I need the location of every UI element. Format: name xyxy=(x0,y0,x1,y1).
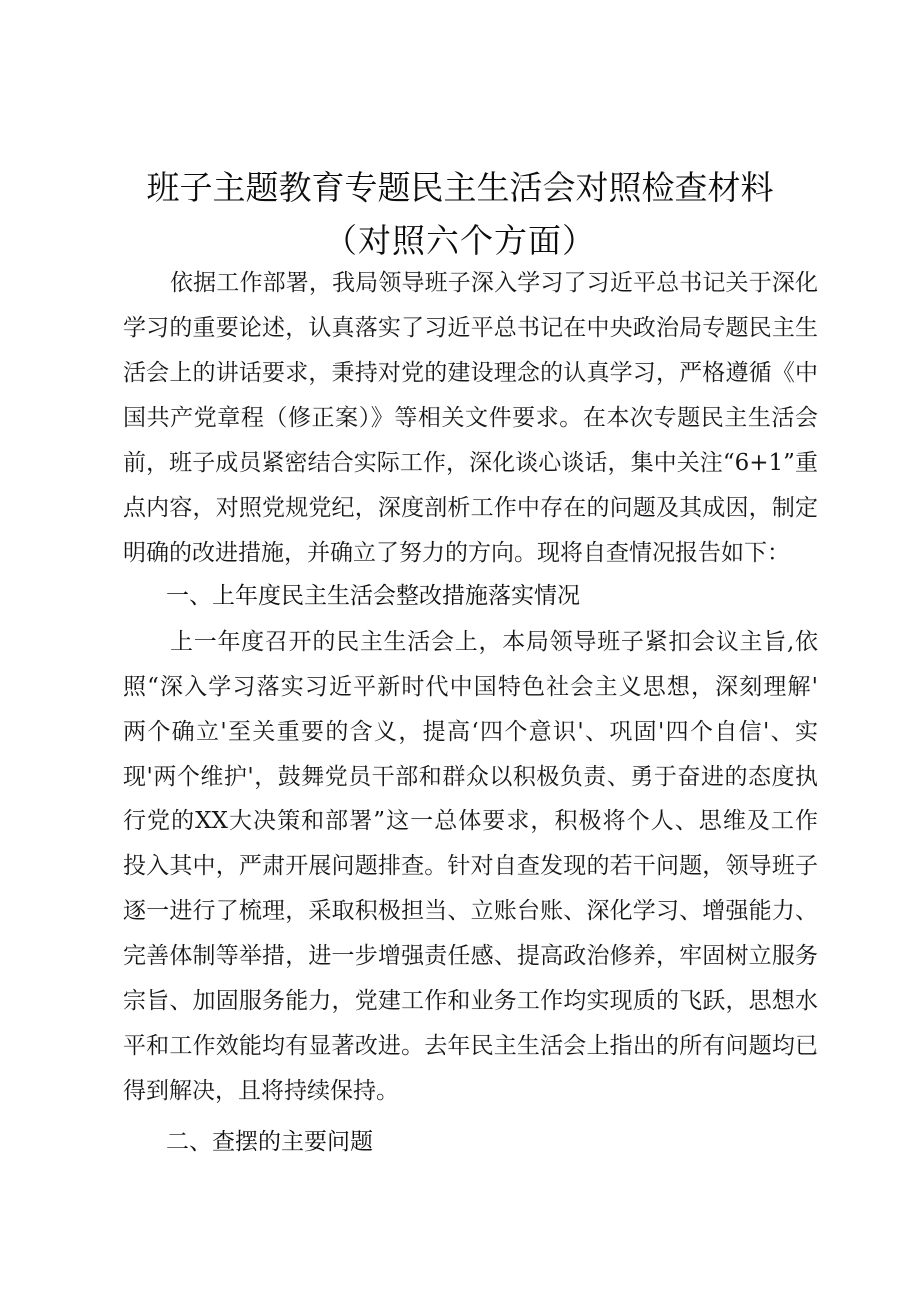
paragraph-line: 依据工作部署，我局领导班子深入学习了习近平总书记关于深化 xyxy=(170,270,818,296)
paragraph-line: 学习的重要论述，认真落实了习近平总书记在中央政治局专题民主生 xyxy=(123,315,818,341)
paragraph-line: 完善体制等举措，进一步增强责任感、提高政治修养，牢固树立服务 xyxy=(123,943,818,969)
paragraph-line: 平和工作效能均有显著改进。去年民主生活会上指出的所有问题均已 xyxy=(123,1033,818,1059)
paragraph-line: 上一年度召开的民主生活会上，本局领导班子紧扣会议主旨,依 xyxy=(170,629,818,655)
section-heading-1: 一、上年度民主生活会整改措施落实情况 xyxy=(166,583,580,609)
paragraph-line: 国共产党章程（修正案）》等相关文件要求。在本次专题民主生活会 xyxy=(123,405,818,431)
paragraph-line: 行党的XX大决策和部署”这一总体要求，积极将个人、思维及工作 xyxy=(123,808,818,834)
paragraph-line: 照“深入学习落实习近平新时代中国特色社会主义思想，深刻理解' xyxy=(123,674,818,700)
document-title: 班子主题教育专题民主生活会对照检查材料 xyxy=(146,168,774,207)
document-subtitle: （对照六个方面） xyxy=(324,221,596,260)
paragraph-line: 逐一进行了梳理，采取积极担当、立账台账、深化学习、增强能力、 xyxy=(123,898,818,924)
paragraph-line: 投入其中，严肃开展问题排查。针对自查发现的若干问题，领导班子 xyxy=(123,853,818,879)
paragraph-line: 得到解决，且将持续保持。 xyxy=(123,1078,399,1104)
paragraph-line: 活会上的讲话要求，秉持对党的建设理念的认真学习，严格遵循《中 xyxy=(123,360,818,386)
paragraph-line: 点内容，对照党规党纪，深度剖析工作中存在的问题及其成因，制定 xyxy=(123,495,818,521)
paragraph-line: 明确的改进措施，并确立了努力的方向。现将自查情况报告如下： xyxy=(123,540,790,566)
paragraph-line: 宗旨、加固服务能力，党建工作和业务工作均实现质的飞跃，思想水 xyxy=(123,988,818,1014)
paragraph-line: 现'两个维护'，鼓舞党员干部和群众以积极负责、勇于奋进的态度执 xyxy=(123,764,818,790)
section-heading-2: 二、查摆的主要问题 xyxy=(166,1129,373,1155)
paragraph-line: 两个确立'至关重要的含义，提高‘四个意识'、巩固'四个自信'、实 xyxy=(123,719,818,745)
paragraph-line: 前，班子成员紧密结合实际工作，深化谈心谈话，集中关注“6+1”重 xyxy=(123,450,818,476)
